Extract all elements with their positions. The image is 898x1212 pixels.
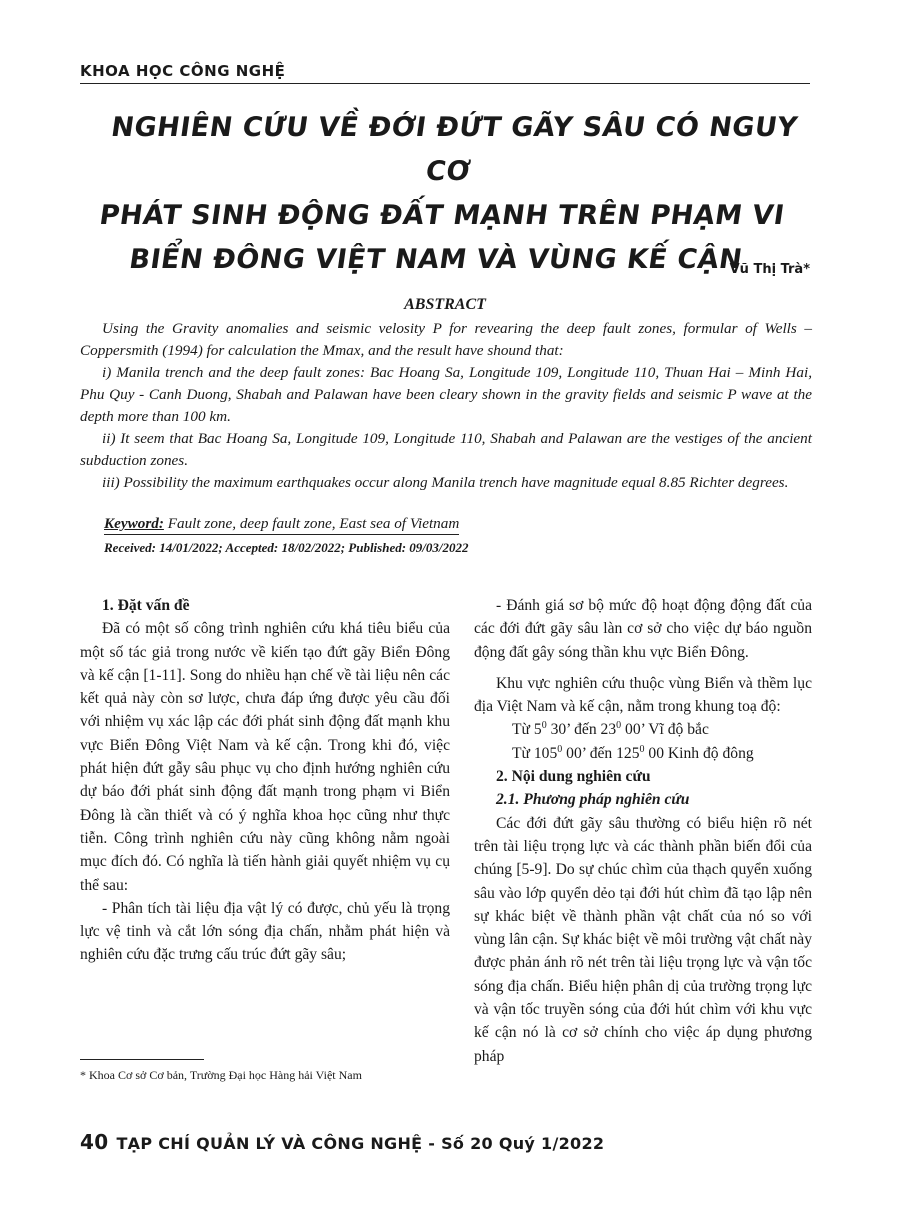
title-line: PHÁT SINH ĐỘNG ĐẤT MẠNH TRÊN PHẠM VI xyxy=(97,200,787,231)
journal-name: TẠP CHÍ QUẢN LÝ VÀ CÔNG NGHỆ - Số 20 Quý 1/2022 xyxy=(116,1134,605,1153)
author: Vũ Thị Trà* xyxy=(729,262,810,277)
section-label: KHOA HỌC CÔNG NGHỆ xyxy=(80,62,286,80)
longitude-from: Từ 105 xyxy=(512,744,558,762)
section-heading: 2. Nội dung nghiên cứu xyxy=(496,768,651,786)
footnote-rule xyxy=(80,1059,204,1060)
degree-sup: 0 xyxy=(639,743,645,755)
footnote: * Khoa Cơ sở Cơ bản, Trường Đại học Hàng hải Việt Nam xyxy=(80,1068,362,1082)
page-footer xyxy=(80,1130,604,1154)
body-paragraph: Đã có một số công trình nghiên cứu khá tiêu biểu của một số tác giả trong nước về kiến tạo đứt gãy Biển Đông và kế cận [1-11]. Song do nhiều hạn chế về tài liệu nên các kết quả này còn sơ lược, chưa đáp ứng được yêu cầu đối với nhiệm vụ xác lập các đới phát sinh động đất mạnh khu vực Biển Đông Việt Nam và kế cận. Trong khi đó, việc phát hiện đứt gẫy sâu phục vụ cho định hướng nghiên cứu dự báo đới phát sinh động đất mạnh trong phạm vi Biển Đông là cần thiết và có ý nghĩa khoa học cũng như thực tiễn. Công trình nghiên cứu này cũng không nằm ngoài mục đích đó. Có nghĩa là tiến hành giải quyết nhiệm vụ cụ thể sau: xyxy=(80,620,450,894)
keyword-list: Fault zone, deep fault zone, East sea of Vietnam xyxy=(163,515,460,532)
abstract-paragraph: ii) It seem that Bac Hoang Sa, Longitude 109, Longitude 110, Shabah and Palawan are the vestiges of the ancient subduction zones. xyxy=(80,430,812,469)
header-rule xyxy=(80,83,810,84)
section-heading: 1. Đặt vấn đề xyxy=(102,597,190,614)
article-title xyxy=(68,106,823,282)
abstract-heading: ABSTRACT xyxy=(404,296,486,313)
latitude-to: 00’ Vĩ độ bắc xyxy=(621,721,709,739)
longitude-range xyxy=(474,742,812,765)
latitude-from: Từ 5 xyxy=(512,721,542,739)
degree-sup: 0 xyxy=(541,720,547,732)
degree-sup: 0 xyxy=(616,720,622,732)
latitude-mid: 30’ đến 23 xyxy=(546,721,617,739)
body-column-left xyxy=(80,594,450,967)
latitude-range xyxy=(474,718,812,741)
longitude-to: 00 Kinh độ đông xyxy=(644,744,754,762)
longitude-mid: 00’ đến 125 xyxy=(562,744,640,762)
publication-dates: Received: 14/01/2022; Accepted: 18/02/2022; Published: 09/03/2022 xyxy=(104,540,469,555)
title-line: BIỂN ĐÔNG VIỆT NAM VÀ VÙNG KẾ CẬN xyxy=(127,244,745,275)
body-paragraph: Các đới đứt gãy sâu thường có biểu hiện rõ nét trên tài liệu trọng lực và các thành phần biến đổi của chúng [5-9]. Do sự chúc chìm của thạch quyển xuống sâu vào lớp quyển dẻo tại đới hút chìm đã tạo lập nên sự khác biệt về thành phần vật chất của nó so với vùng lân cận. Sự khác biệt về môi trường vật chất này được phản ánh rõ nét trên tài liệu trọng lực và vận tốc sóng địa chấn. Biểu hiện phân dị của trường trọng lực và vận tốc truyền sóng của đới hút chìm với khu vực kế cận nó là cơ sở chính cho việc áp dụng phương pháp xyxy=(474,814,812,1065)
abstract-paragraph: i) Manila trench and the deep fault zones: Bac Hoang Sa, Longitude 109, Longitude 110, Thuan Hai – Minh Hai, Phu Quy - Canh Duong, Shabah and Palawan have been cleary shown in the gravity fields and seismic P wave at the depth more than 100 km. xyxy=(80,364,812,425)
subsection-heading: 2.1. Phương pháp nghiên cứu xyxy=(496,791,690,809)
abstract-body xyxy=(80,318,812,494)
title-line: NGHIÊN CỨU VỀ ĐỚI ĐỨT GÃY SÂU CÓ NGUY CƠ xyxy=(109,112,800,187)
abstract-paragraph: Using the Gravity anomalies and seismic velosity P for revearing the deep fault zones, formular of Wells – Coppersmith (1994) for calculation the Mmax, and the result have shound that: xyxy=(80,320,812,359)
keyword-label: Keyword: xyxy=(104,515,164,532)
abstract-paragraph: iii) Possibility the maximum earthquakes occur along Manila trench have magnitude equal 8.85 Richter degrees. xyxy=(102,474,789,491)
page-number: 40 xyxy=(80,1130,109,1154)
degree-sup: 0 xyxy=(557,743,563,755)
keywords xyxy=(104,515,459,535)
body-column-right xyxy=(474,594,812,1068)
body-paragraph: - Phân tích tài liệu địa vật lý có được, chủ yếu là trọng lực vệ tinh và cắt lớn sóng địa chấn, nhằm phát hiện và nghiên cứu đặc trưng cấu trúc đứt gãy sâu; xyxy=(80,899,450,964)
body-paragraph: Khu vực nghiên cứu thuộc vùng Biển và thềm lục địa Việt Nam và kế cận, nằm trong khung toạ độ: xyxy=(474,674,812,716)
body-paragraph: - Đánh giá sơ bộ mức độ hoạt động động đất của các đới đứt gãy sâu làn cơ sở cho việc dự báo nguồn động đất gây sóng thần khu vực Biển Đông. xyxy=(474,597,812,661)
